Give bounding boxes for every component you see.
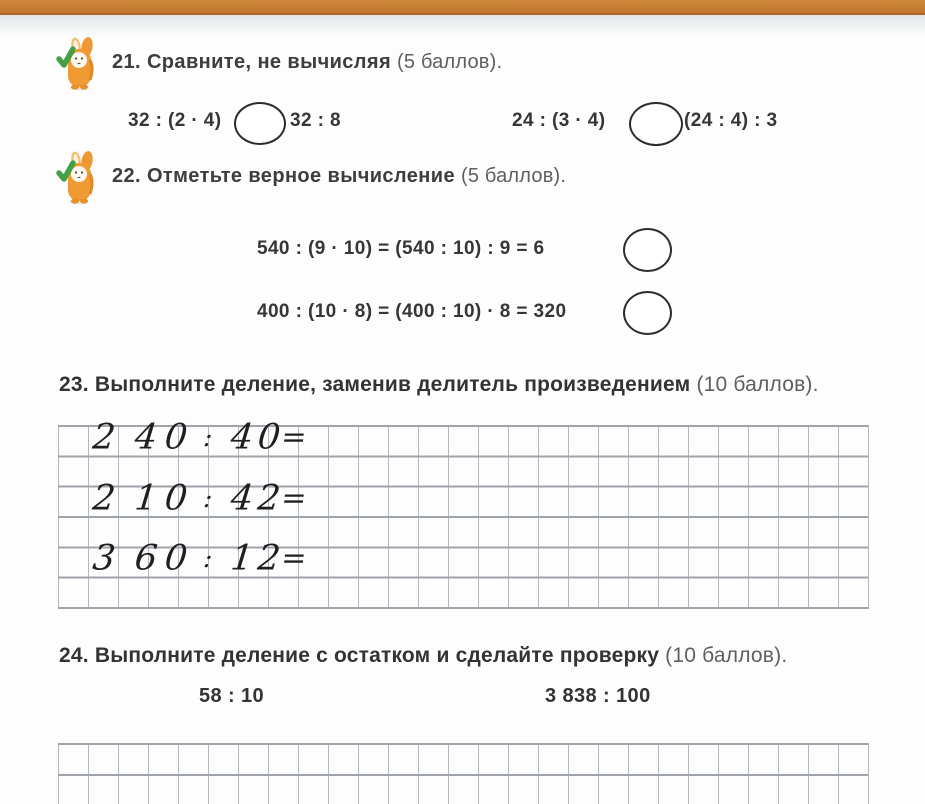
comparison-1-left-expression: 32 : (2 · 4)	[128, 110, 222, 131]
comparison-2-left-expression: 24 : (3 · 4)	[512, 110, 606, 131]
option-2-equation: 400 : (10 · 8) = (400 : 10) · 8 = 320	[257, 301, 567, 322]
handwritten-char: 6	[132, 538, 160, 579]
handwritten-char: 1	[132, 478, 160, 519]
handwritten-char: 0	[162, 478, 190, 519]
mascot-bunny-check-icon	[54, 150, 102, 206]
task-23-heading	[59, 373, 819, 397]
task-23-points: (10 баллов).	[696, 373, 819, 396]
handwritten-char: 2	[90, 417, 118, 458]
task-21-title: 21. Сравните, не вычисляя	[112, 51, 392, 73]
task-22-points: (5 баллов).	[460, 165, 567, 187]
page-top-shadow	[0, 15, 925, 37]
top-orange-bar	[0, 0, 925, 15]
handwritten-char: 3	[90, 538, 118, 579]
handwritten-char: =	[279, 480, 309, 516]
problem-3838-100: 3 838 : 100	[545, 685, 651, 707]
task-21-heading	[112, 51, 502, 74]
task-23-title: 23. Выполните деление, заменив делитель произведением	[59, 373, 691, 396]
handwritten-char: =	[279, 541, 309, 577]
handwritten-char: 1	[228, 538, 256, 579]
handwritten-char: 4	[228, 478, 256, 519]
problem-58-10: 58 : 10	[199, 685, 265, 707]
task-24-title: 24. Выполните деление с остатком и сделайте проверку	[59, 644, 660, 667]
handwritten-char: 2	[255, 538, 283, 579]
task-22-title: 22. Отметьте верное вычисление	[112, 165, 455, 187]
comparison-2-right-expression: (24 : 4) : 3	[684, 110, 778, 131]
handwritten-char: :	[202, 544, 214, 575]
handwritten-char: 0	[255, 417, 283, 458]
handwritten-char: :	[202, 483, 214, 514]
comparison-1-answer-circle[interactable]	[234, 102, 286, 145]
handwritten-char: 0	[162, 417, 190, 458]
handwritten-char: 2	[255, 478, 283, 519]
option-1-equation: 540 : (9 · 10) = (540 : 10) : 9 = 6	[257, 238, 545, 259]
handwritten-char: 0	[162, 538, 190, 579]
task-24-points: (10 баллов).	[665, 644, 788, 667]
task-22-heading	[112, 165, 566, 188]
task-21-points: (5 баллов).	[397, 51, 503, 73]
answer-grid-24[interactable]	[58, 743, 869, 804]
option-2-answer-circle[interactable]	[623, 291, 672, 335]
handwritten-char: 4	[228, 417, 256, 458]
option-1-answer-circle[interactable]	[623, 228, 672, 272]
handwritten-char: 2	[90, 478, 118, 519]
handwritten-char: =	[279, 420, 309, 456]
handwritten-char: 4	[132, 417, 160, 458]
comparison-1-right-expression: 32 : 8	[290, 110, 341, 131]
comparison-2-answer-circle[interactable]	[629, 102, 683, 146]
answer-grid-23[interactable]	[58, 417, 869, 609]
handwritten-char: :	[202, 422, 214, 453]
mascot-bunny-check-icon	[54, 36, 102, 92]
task-24-heading	[59, 644, 787, 668]
